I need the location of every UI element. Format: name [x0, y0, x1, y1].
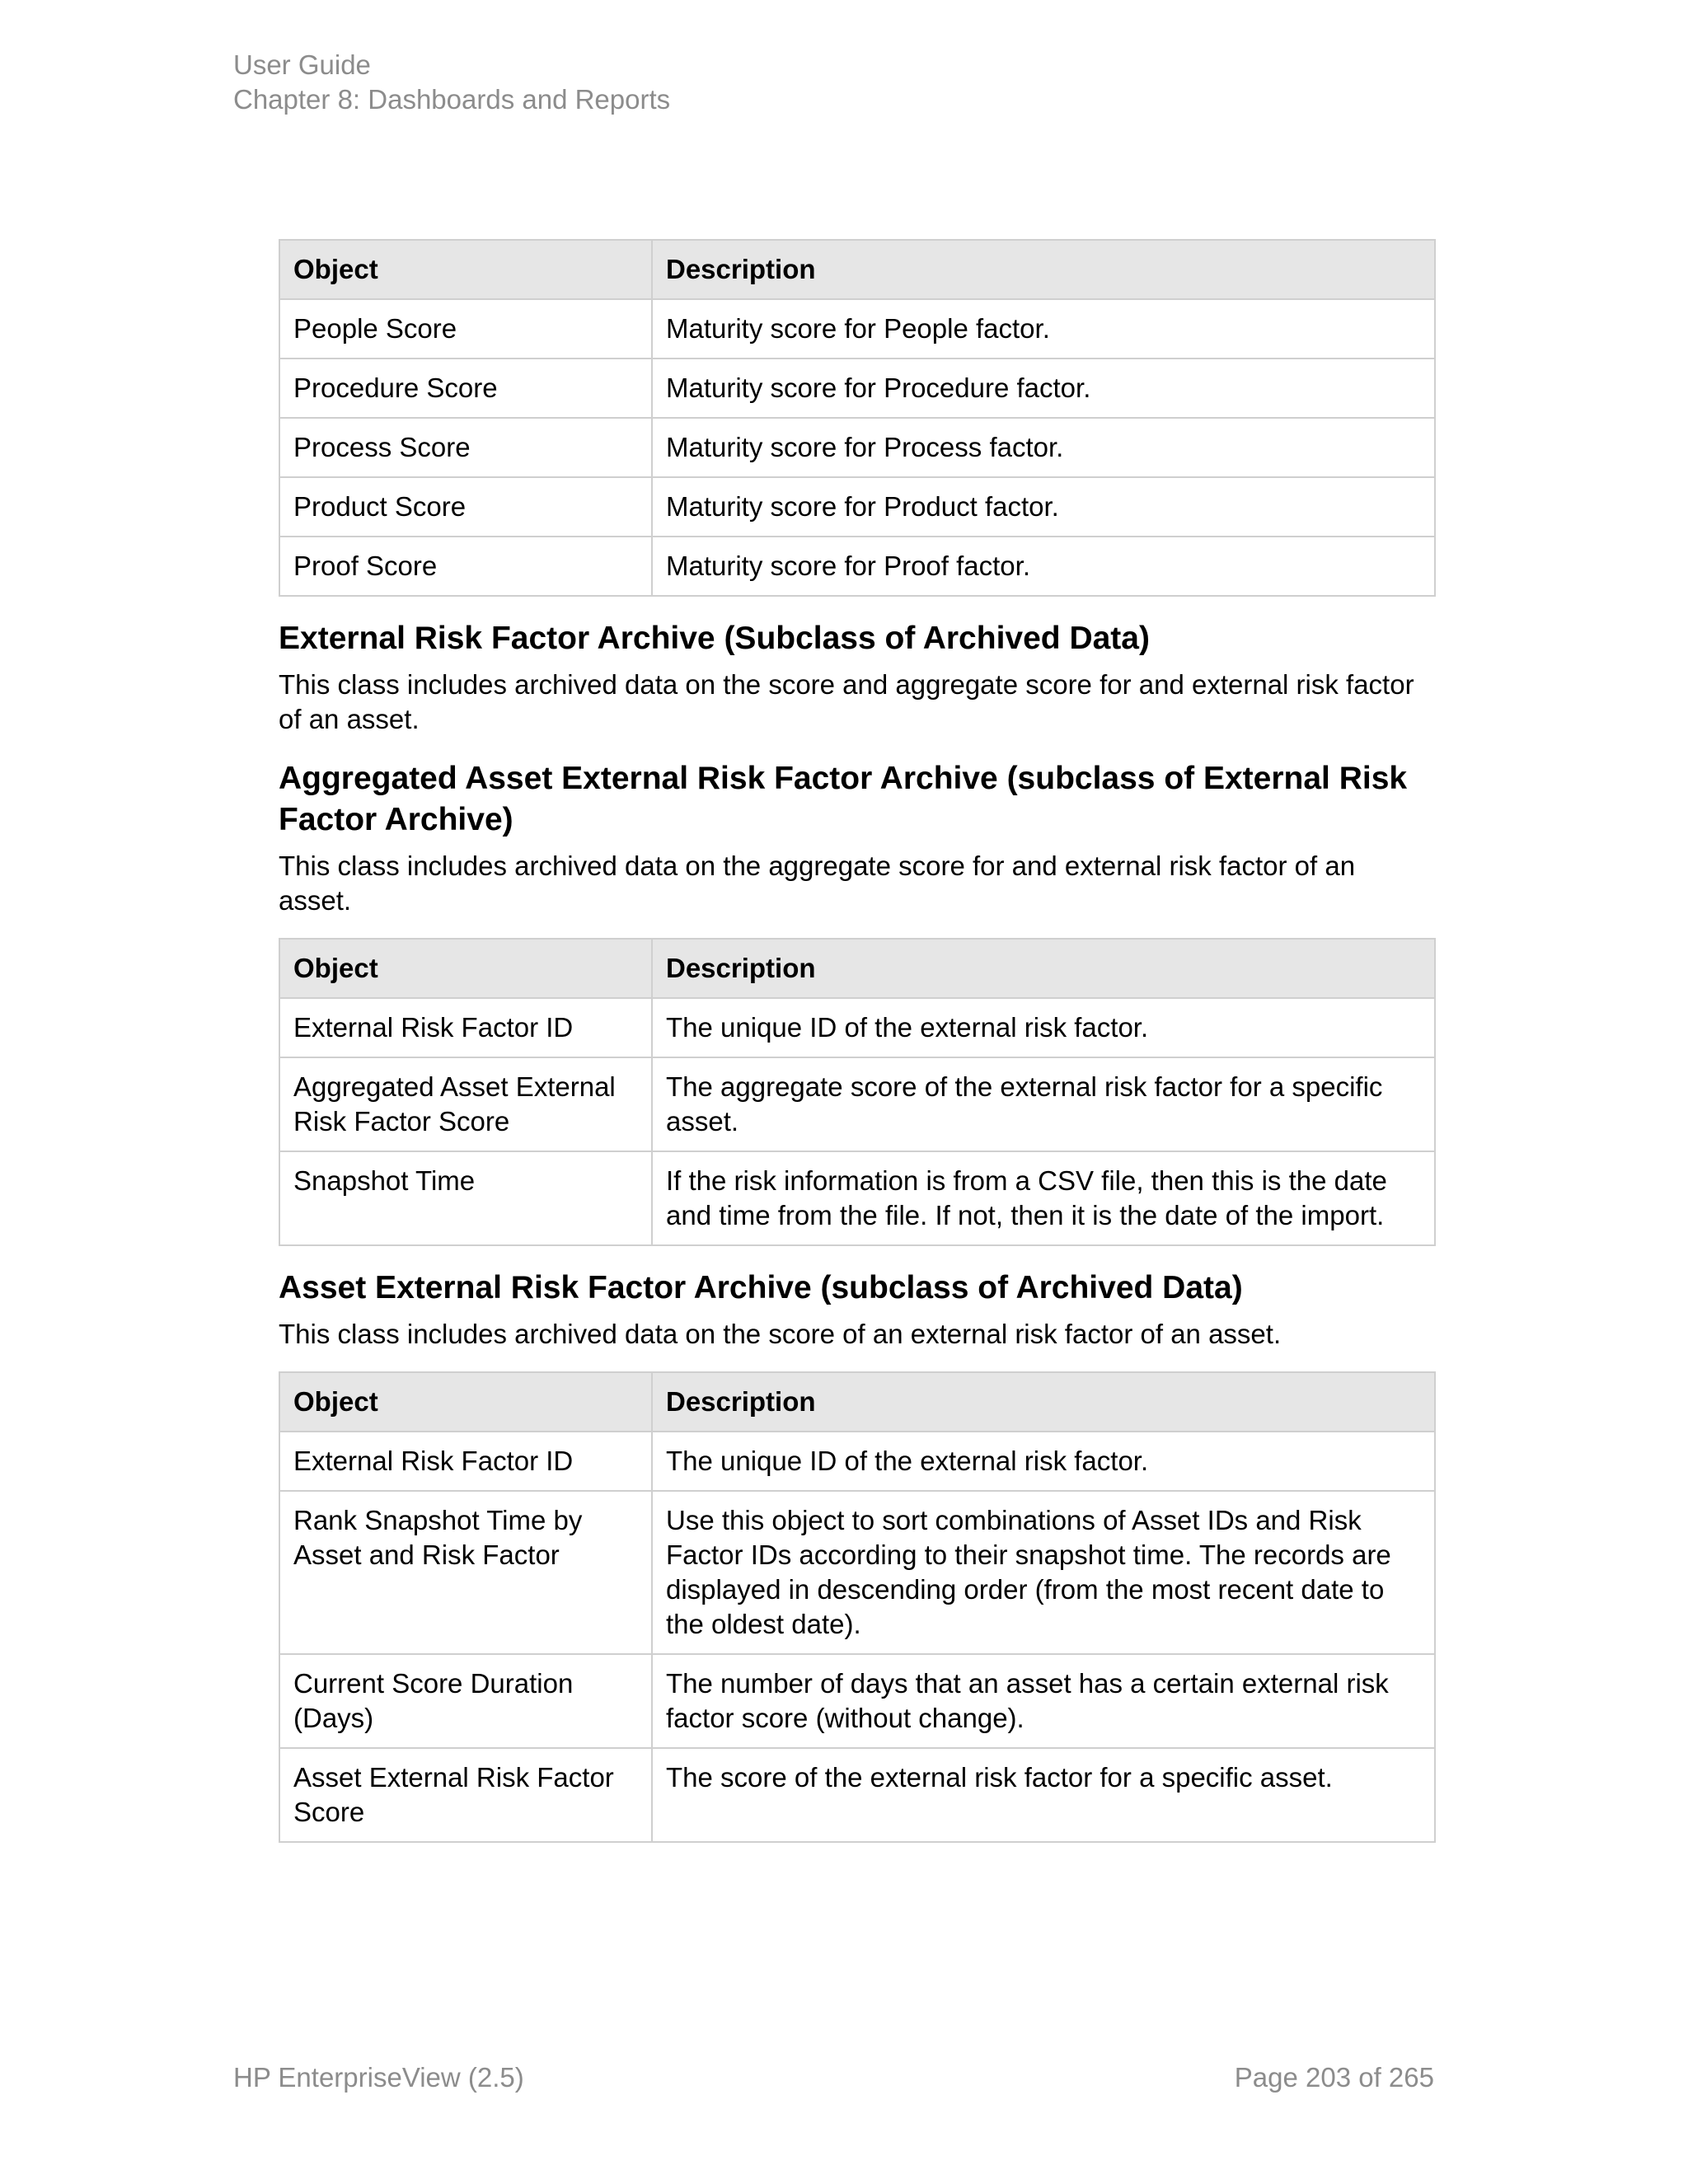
- column-header-object: Object: [279, 240, 652, 299]
- score-objects-table: [279, 239, 1436, 597]
- table-header-row: [279, 240, 1435, 299]
- table-row: [279, 299, 1435, 359]
- table-row: [279, 998, 1435, 1057]
- object-cell: People Score: [279, 299, 652, 359]
- description-cell: The aggregate score of the external risk factor for a specific asset.: [652, 1057, 1435, 1151]
- object-cell: Snapshot Time: [279, 1151, 652, 1245]
- table-row: [279, 1432, 1435, 1491]
- table-row: [279, 418, 1435, 477]
- description-cell: If the risk information is from a CSV file, then this is the date and time from the file. If not, then it is the date of the import.: [652, 1151, 1435, 1245]
- table-row: [279, 359, 1435, 418]
- guide-title: User Guide: [233, 49, 371, 80]
- column-header-object: Object: [279, 1372, 652, 1432]
- description-cell: Maturity score for Procedure factor.: [652, 359, 1435, 418]
- column-header-object: Object: [279, 939, 652, 998]
- section-title-asset-external-risk-factor-archive: Asset External Risk Factor Archive (subclass of Archived Data): [279, 1270, 1243, 1305]
- column-header-description: Description: [652, 240, 1435, 299]
- footer-product-name: HP EnterpriseView (2.5): [233, 2062, 524, 2093]
- object-cell: Procedure Score: [279, 359, 652, 418]
- aggregated-asset-objects-table: [279, 938, 1436, 1246]
- object-cell: External Risk Factor ID: [279, 1432, 652, 1491]
- section-title-aggregated-asset-archive: Aggregated Asset External Risk Factor Archive (subclass of External Risk Factor Archive): [279, 761, 1408, 837]
- object-cell: Proof Score: [279, 537, 652, 596]
- table-row: [279, 1491, 1435, 1654]
- object-cell: External Risk Factor ID: [279, 998, 652, 1057]
- page-content: [279, 239, 1434, 1843]
- table-header-row: [279, 939, 1435, 998]
- object-cell: Product Score: [279, 477, 652, 537]
- table-row: [279, 537, 1435, 596]
- asset-external-risk-objects-table: [279, 1371, 1436, 1843]
- object-cell: Rank Snapshot Time by Asset and Risk Factor: [279, 1491, 652, 1654]
- column-header-description: Description: [652, 939, 1435, 998]
- description-cell: Maturity score for People factor.: [652, 299, 1435, 359]
- description-cell: The unique ID of the external risk factor.: [652, 1432, 1435, 1491]
- table-row: [279, 477, 1435, 537]
- column-header-description: Description: [652, 1372, 1435, 1432]
- description-cell: Use this object to sort combinations of Asset IDs and Risk Factor IDs according to their snapshot time. The records are displayed in descending order (from the most recent date to the oldest date).: [652, 1491, 1435, 1654]
- section-description: This class includes archived data on the score and aggregate score for and external risk factor of an asset.: [279, 669, 1414, 734]
- object-cell: Current Score Duration (Days): [279, 1654, 652, 1748]
- object-cell: Process Score: [279, 418, 652, 477]
- description-cell: The unique ID of the external risk factor.: [652, 998, 1435, 1057]
- page-header: [233, 48, 670, 117]
- chapter-title: Chapter 8: Dashboards and Reports: [233, 84, 671, 115]
- table-header-row: [279, 1372, 1435, 1432]
- object-cell: Aggregated Asset External Risk Factor Score: [279, 1057, 652, 1151]
- footer-page-number: Page 203 of 265: [1234, 2062, 1434, 2093]
- description-cell: The score of the external risk factor for a specific asset.: [652, 1748, 1435, 1842]
- object-cell: Asset External Risk Factor Score: [279, 1748, 652, 1842]
- section-description: This class includes archived data on the aggregate score for and external risk factor of an asset.: [279, 851, 1356, 916]
- description-cell: The number of days that an asset has a certain external risk factor score (without change).: [652, 1654, 1435, 1748]
- table-row: [279, 1151, 1435, 1245]
- description-cell: Maturity score for Product factor.: [652, 477, 1435, 537]
- description-cell: Maturity score for Process factor.: [652, 418, 1435, 477]
- table-row: [279, 1654, 1435, 1748]
- section-title-external-risk-factor-archive: External Risk Factor Archive (Subclass of Archived Data): [279, 621, 1150, 656]
- table-row: [279, 1057, 1435, 1151]
- section-description: This class includes archived data on the score of an external risk factor of an asset.: [279, 1319, 1282, 1349]
- table-row: [279, 1748, 1435, 1842]
- description-cell: Maturity score for Proof factor.: [652, 537, 1435, 596]
